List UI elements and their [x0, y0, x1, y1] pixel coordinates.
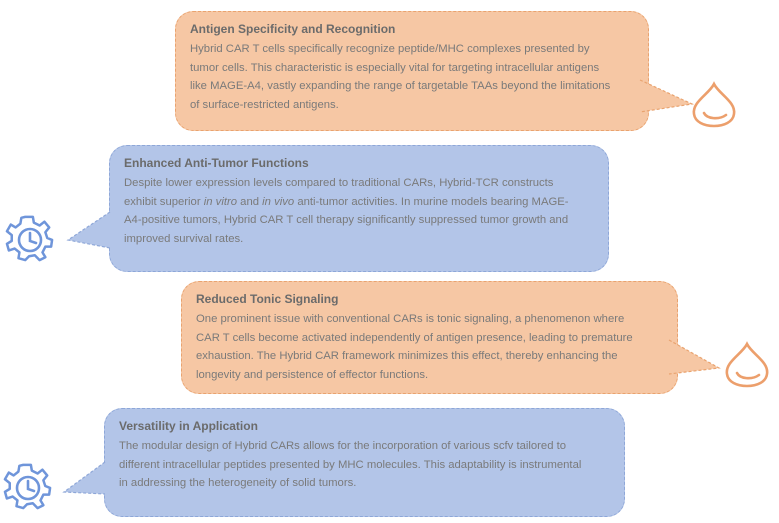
- text-run: anti-tumor activities. In murine models bearing MAGE-: [294, 195, 569, 208]
- bubble-pointer: [62, 460, 107, 500]
- gear-clock-icon: [4, 464, 52, 512]
- card-enhanced-anti-tumor: [109, 145, 609, 272]
- card-body: [190, 40, 634, 114]
- gear-clock-icon: [6, 216, 54, 264]
- card-line: in addressing the heterogeneity of solid tumors.: [119, 477, 357, 489]
- drop-icon: [721, 340, 773, 388]
- card-versatility: [104, 408, 625, 517]
- card-line: different intracellular peptides presented by MHC molecules. This adaptability is instrumental: [119, 458, 582, 471]
- card-line: of surface-restricted antigens.: [190, 98, 339, 111]
- card-title: Versatility in Application: [119, 419, 258, 433]
- card-title: Antigen Specificity and Recognition: [190, 22, 396, 36]
- card-line: [124, 193, 594, 212]
- card-line: longevity and persistence of effector functions.: [196, 368, 429, 381]
- card-line: CAR T cells become activated independently of antigen presence, leading to premature: [196, 331, 633, 344]
- card-line: exhaustion. The Hybrid CAR framework minimizes this effect, thereby enhancing the: [196, 350, 618, 362]
- text-run: exhibit superior: [124, 195, 204, 208]
- card-line: tumor cells. This characteristic is especially vital for targeting intracellular antigens: [190, 61, 600, 74]
- card-line: The modular design of Hybrid CARs allows for the incorporation of various scfv tailored to: [119, 440, 567, 452]
- card-line: Despite lower expression levels compared to traditional CARs, Hybrid-TCR constructs: [124, 177, 554, 189]
- card-reduced-tonic-signaling: [181, 281, 678, 394]
- bubble-pointer: [669, 338, 725, 378]
- card-body: [124, 174, 594, 248]
- card-line: A4-positive tumors, Hybrid CAR T cell therapy significantly suppressed tumor growth and: [124, 214, 569, 226]
- text-run: and: [237, 195, 263, 208]
- text-italic: in vitro: [203, 195, 238, 208]
- card-body: [119, 437, 610, 493]
- card-body: [196, 310, 663, 384]
- bubble-pointer: [66, 210, 112, 250]
- text-italic: in vivo: [262, 195, 295, 208]
- card-antigen-specificity: [175, 11, 649, 131]
- drop-icon: [688, 80, 740, 128]
- card-line: One prominent issue with conventional CARs is tonic signaling, a phenomenon where: [196, 313, 625, 325]
- card-line: Hybrid CAR T cells specifically recognize peptide/MHC complexes presented by: [190, 43, 590, 55]
- card-title: Reduced Tonic Signaling: [196, 292, 339, 306]
- card-line: improved survival rates.: [124, 232, 244, 245]
- card-line: like MAGE-A4, vastly expanding the range of targetable TAAs beyond the limitations: [190, 80, 611, 92]
- card-title: Enhanced Anti-Tumor Functions: [124, 156, 309, 170]
